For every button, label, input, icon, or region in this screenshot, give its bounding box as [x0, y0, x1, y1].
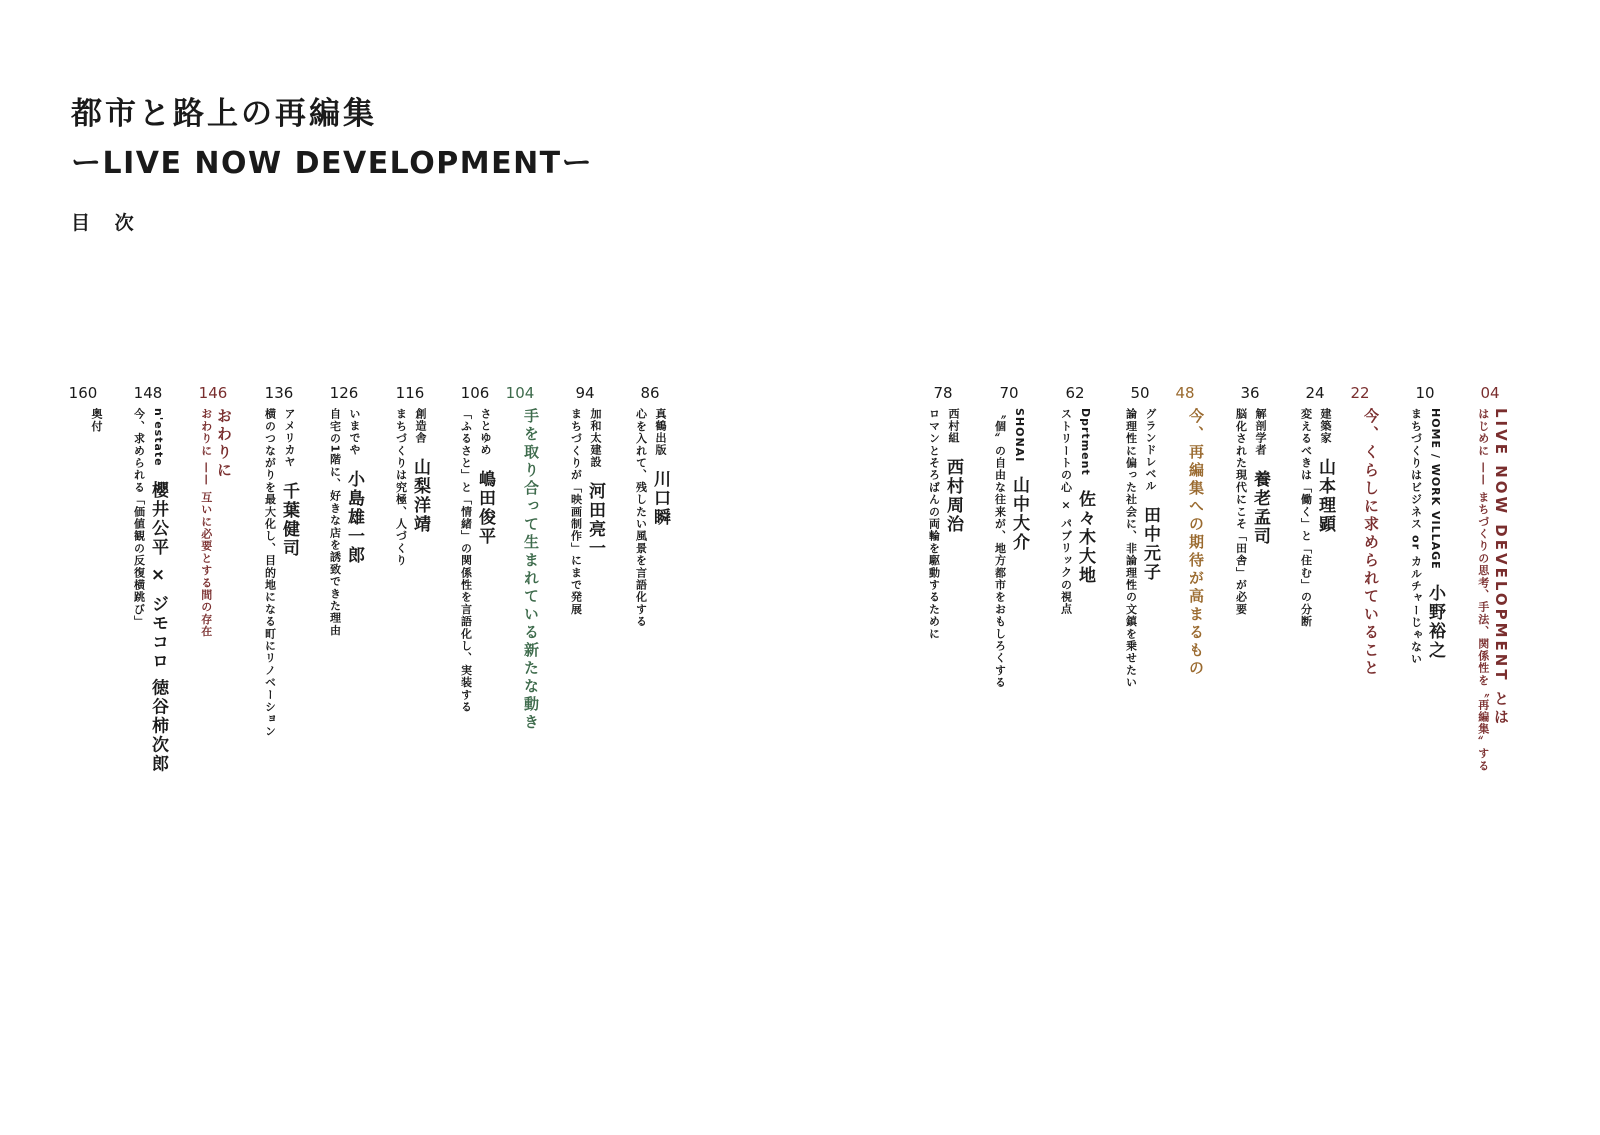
- page-number: 126: [329, 384, 359, 402]
- page-number: 148: [133, 384, 163, 402]
- entry-organization: 解剖学者: [1254, 408, 1267, 456]
- page-number: 70: [999, 384, 1019, 402]
- entry-description: まちづくりは究極、人づくり: [394, 408, 408, 567]
- entry-person-name: 山中大介: [1009, 476, 1029, 553]
- entry-description: おわりに —— 互いに必要とする間の存在: [199, 408, 213, 638]
- entry-organization: HOME / WORK VILLAGE: [1429, 408, 1442, 570]
- page-number: 136: [264, 384, 294, 402]
- entry-description: 横のつながりを最大化し、目的地になる町にリノベーション: [263, 408, 277, 738]
- entry-description: 変えるべきは「働く」と「住む」の分断: [1299, 408, 1313, 628]
- book-title: 都市と路上の再編集: [71, 96, 377, 132]
- entry-organization: 建築家: [1319, 408, 1332, 444]
- entry-organization: 創造舎: [414, 408, 427, 444]
- section-title: LIVE NOW DEVELOPMENT とは: [1492, 408, 1510, 727]
- entry-person-name: 川口瞬: [650, 470, 670, 527]
- entry-line: [1139, 408, 1159, 689]
- entry-description: 心を入れて、残したい風景を言語化する: [634, 408, 648, 628]
- entry-line: [474, 408, 494, 713]
- page-number: 36: [1240, 384, 1260, 402]
- entry-line: [942, 408, 962, 640]
- entry-organization: さとゆめ: [479, 408, 492, 456]
- entry-line: [1249, 408, 1269, 615]
- entry-organization: いまでや: [348, 408, 361, 456]
- page-number: 86: [640, 384, 660, 402]
- entry-organization: n'estate: [152, 408, 165, 467]
- entry-description: はじめに —— まちづくりの思考、手法、関係性を〝再編集〟する: [1476, 408, 1490, 772]
- entry-line: [1008, 408, 1028, 689]
- page-number: 22: [1350, 384, 1370, 402]
- entry-line: [1424, 408, 1444, 665]
- page-number: 48: [1175, 384, 1195, 402]
- entry-line: [147, 408, 167, 773]
- page-number: 24: [1305, 384, 1325, 402]
- entry-organization: 加和太建設: [589, 408, 602, 468]
- entry-line: [649, 408, 669, 628]
- entry-person-name: 嶋田俊平: [475, 470, 495, 546]
- entry-organization: グランドレベル: [1144, 408, 1157, 492]
- page-number: 116: [395, 384, 425, 402]
- entry-person-name: 小島雄一郎: [344, 470, 364, 565]
- entry-line: [1314, 408, 1334, 628]
- entry-description: ストリートの心 × パブリックの視点: [1059, 408, 1073, 616]
- entry-description: 今、求められる「価値観の反復横跳び」: [132, 408, 146, 628]
- entry-line: [409, 408, 429, 567]
- section-title: 手を取り合って生まれている新たな動き: [522, 408, 540, 732]
- section-title: おわりに: [215, 408, 233, 480]
- entry-line: [1074, 408, 1094, 615]
- page-number: 62: [1065, 384, 1085, 402]
- page-number: 78: [933, 384, 953, 402]
- page-number: 94: [575, 384, 595, 402]
- entry-organization: Dprtment: [1079, 408, 1092, 476]
- page-number: 160: [68, 384, 98, 402]
- entry-person-name: 山本理顕: [1315, 458, 1335, 534]
- entry-person-name: 小野裕之: [1425, 583, 1445, 660]
- entry-organization: 西村組: [947, 408, 960, 444]
- book-subtitle: ーLIVE NOW DEVELOPMENTー: [71, 146, 594, 181]
- page-number: 104: [505, 384, 535, 402]
- entry-person-name: 佐々木大地: [1075, 489, 1095, 585]
- page-number: 04: [1480, 384, 1500, 402]
- entry-line: [584, 408, 604, 615]
- entry-person-name: 櫻井公平 × ジモコロ 徳谷柿次郎: [148, 480, 168, 774]
- entry-description: ロマンとそろばんの両輪を駆動するために: [927, 408, 941, 640]
- entry-person-name: 田中元子: [1140, 506, 1160, 582]
- page-number: 146: [198, 384, 228, 402]
- entry-organization: SHONAI: [1013, 408, 1026, 463]
- page-number: 50: [1130, 384, 1150, 402]
- entry-description: まちづくりが「映画制作」にまで発展: [569, 408, 583, 616]
- entry-description: 自宅の1階に、好きな店を誘致できた理由: [328, 408, 342, 637]
- page-number: 10: [1415, 384, 1435, 402]
- entry-description: 〝個〟の自由な往来が、地方都市をおもしろくする: [993, 408, 1007, 689]
- entry-person-name: 千葉健司: [279, 482, 299, 558]
- entry-person-name: 山梨洋靖: [410, 458, 430, 534]
- entry-title: 奥付: [90, 408, 103, 433]
- section-title: 今、再編集への期待が高まるもの: [1187, 408, 1205, 678]
- entry-person-name: 西村周治: [943, 458, 963, 534]
- entry-description: まちづくりはビジネス or カルチャーじゃない: [1409, 408, 1423, 666]
- entry-organization: アメリカヤ: [283, 408, 296, 468]
- entry-person-name: 養老孟司: [1250, 470, 1270, 546]
- entry-line: [343, 408, 363, 636]
- entry-line: [278, 408, 298, 737]
- page-number: 106: [460, 384, 490, 402]
- entry-description: 「ふるさと」と「情緒」の関係性を言語化し、実装する: [459, 408, 473, 713]
- entry-description: 脳化された現代にこそ「田舎」が必要: [1234, 408, 1248, 616]
- entry-description: 論理性に偏った社会に、非論理性の文鎮を乗せたい: [1124, 408, 1138, 689]
- toc-heading: 目 次: [71, 212, 143, 234]
- section-title: 今、くらしに求められていること: [1362, 408, 1380, 678]
- entry-person-name: 河田亮一: [585, 482, 605, 558]
- entry-organization: 真鶴出版: [654, 408, 667, 456]
